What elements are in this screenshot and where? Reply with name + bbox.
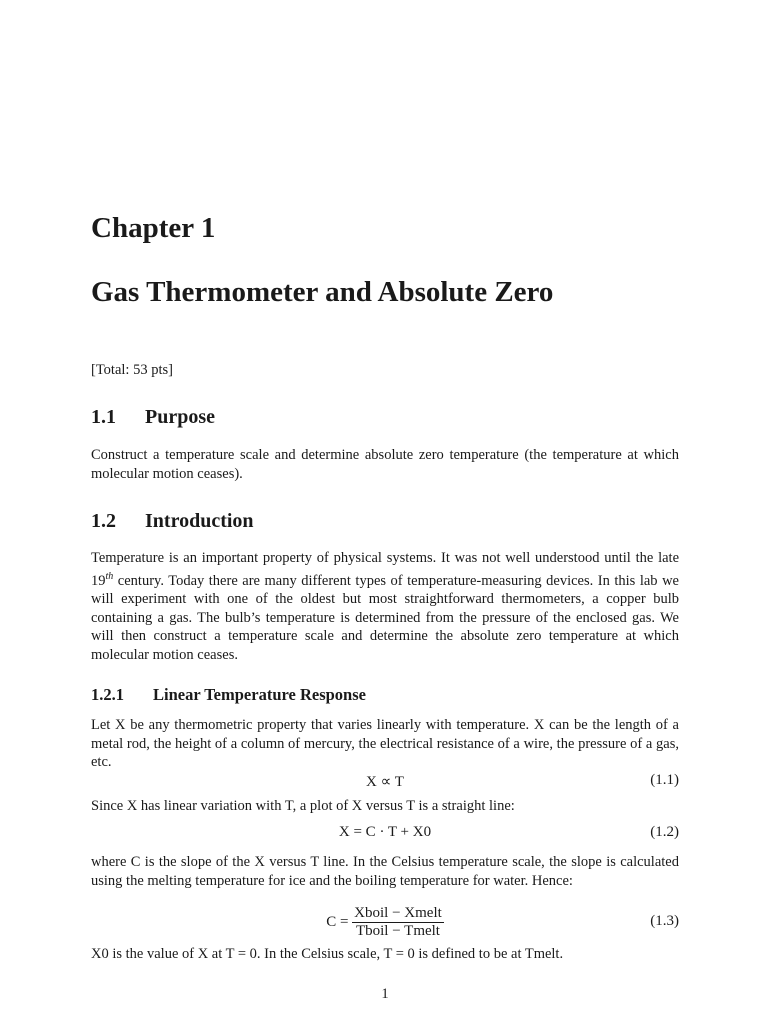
intro-text-a: Temperature is an important property of physical systems. It was not well understood until the late 19 xyxy=(91,550,679,589)
equation-body: X ∝ T xyxy=(366,774,404,790)
equation-1-1 xyxy=(91,772,679,792)
chapter-label: Chapter 1 xyxy=(91,212,216,244)
section-number: 1.1 xyxy=(91,406,116,428)
total-points xyxy=(91,362,173,379)
equation-body: X = C · T + X0 xyxy=(338,824,432,840)
equation-tag: (1.3) xyxy=(650,913,679,929)
section-title: Purpose xyxy=(145,406,215,428)
equation-1-3 xyxy=(91,905,679,945)
subsection-paragraph-2: Since X has linear variation with T, a plot of X versus T is a straight line: xyxy=(91,798,515,814)
subsection-paragraph-4: X0 is the value of X at T = 0. In the Celsius scale, T = 0 is defined to be at Tmelt. xyxy=(91,946,564,962)
subsection-paragraph-1: Let X be any thermometric property that varies linearly with temperature. X can be the length of a metal rod, the height of a column of mercury, the electrical resistance of a wire, the pressure of a gas, etc. xyxy=(91,717,679,771)
page-number: 1 xyxy=(381,986,389,1002)
subsection-number: 1.2.1 xyxy=(91,685,124,704)
section-title: Introduction xyxy=(145,510,254,532)
subsection-heading xyxy=(91,685,366,705)
purpose-paragraph: Construct a temperature scale and determine absolute zero temperature (the temperature at which molecular motion ceases). xyxy=(91,447,679,482)
total-points-text: [Total: 53 pts] xyxy=(91,362,173,378)
intro-text-b: century. Today there are many different types of temperature-measuring devices. In this lab we will experiment with one of the oldest but most straightforward thermometers, a copper bulb containing a gas. The bulb’s temperature is determined from the pressure of the enclosed gas. We will then construct a temperature scale and determine the absolute zero temperature at which molecular motion ceases. xyxy=(91,572,679,663)
equation-tag: (1.1) xyxy=(650,772,679,788)
section-heading-introduction xyxy=(91,510,254,533)
subsection-title: Linear Temperature Response xyxy=(153,685,366,704)
equation-lhs: C = xyxy=(326,913,349,930)
section-number: 1.2 xyxy=(91,510,116,532)
chapter-title: Gas Thermometer and Absolute Zero xyxy=(91,276,554,308)
subsection-paragraph-3: where C is the slope of the X versus T line. In the Celsius temperature scale, the slope is calculated using the melting temperature for ice and the boiling temperature for water. Hence: xyxy=(91,854,679,889)
fraction xyxy=(352,905,444,940)
equation-1-2 xyxy=(91,824,679,844)
section-heading-purpose xyxy=(91,406,215,429)
equation-tag: (1.2) xyxy=(650,824,679,840)
introduction-paragraph xyxy=(91,549,679,664)
equation-body xyxy=(91,905,679,940)
intro-superscript: th xyxy=(105,570,114,582)
fraction-denominator: Tboil − Tmelt xyxy=(355,923,440,939)
fraction-numerator: Xboil − Xmelt xyxy=(354,905,442,921)
